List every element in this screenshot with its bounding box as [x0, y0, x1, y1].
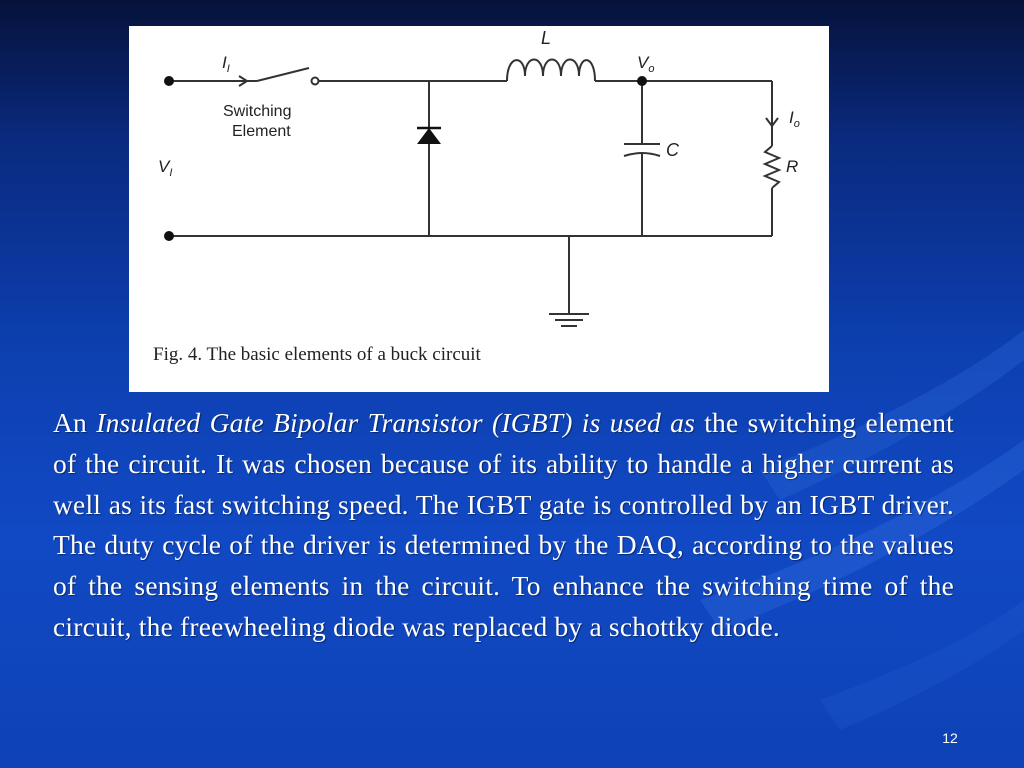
switching-element-label-line2: Element: [232, 123, 291, 140]
slide-number: 12: [942, 730, 958, 746]
output-current-label: $I_o$: [789, 108, 800, 130]
figure-caption: Fig. 4. The basic elements of a buck circuit: [153, 344, 481, 365]
resistor-label: R: [786, 157, 799, 176]
input-current-label: $I_I$: [222, 53, 230, 75]
switching-element-label-line1: Switching: [223, 103, 292, 120]
output-voltage-label: $V_o$: [637, 53, 655, 75]
paragraph-rest: the switching element of the circuit. It was chosen because of its ability to handle a higher current as well as its fast switching speed. The IGBT gate is controlled by an IGBT driver. The duty cycle of the driver is determined by the DAQ, according to the values of the sensing elements in the circuit. To enhance the switching time of the circuit, the freewheeling diode was replaced by a schottky diode.: [53, 407, 954, 642]
body-paragraph: [53, 403, 954, 648]
buck-circuit-diagram: [129, 26, 829, 392]
paragraph-lead: An: [53, 407, 88, 438]
paragraph-emphasis: Insulated Gate Bipolar Transistor (IGBT) is used as: [96, 407, 696, 438]
circuit-figure: [129, 26, 829, 392]
inductor-label: L: [541, 28, 552, 48]
input-voltage-label: $V_I$: [158, 157, 173, 179]
capacitor-label: C: [666, 140, 679, 160]
